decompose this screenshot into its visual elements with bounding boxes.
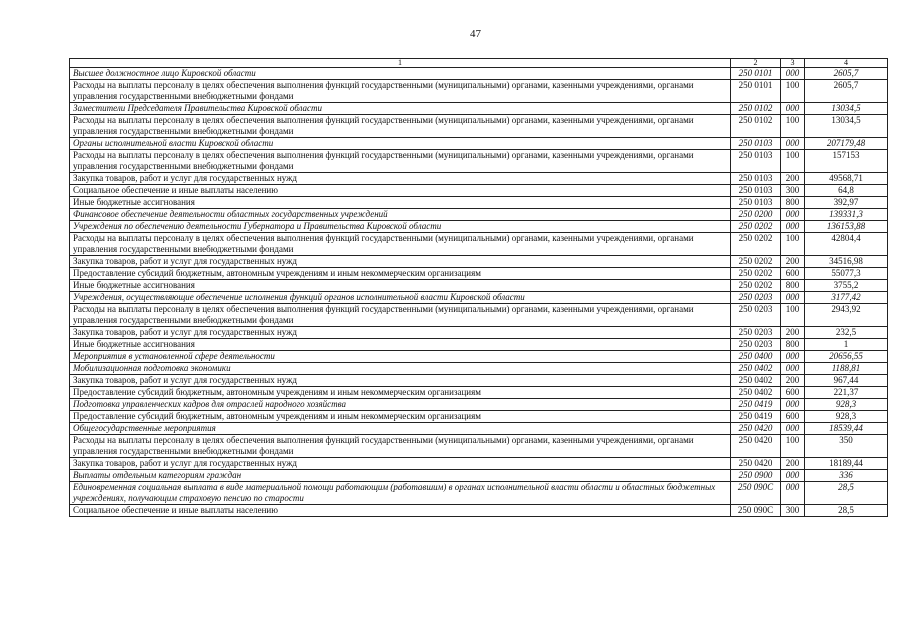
table-row xyxy=(70,423,888,435)
amount-cell: 28,5 xyxy=(805,505,888,517)
kind-cell: 000 xyxy=(781,68,805,80)
amount-cell: 336 xyxy=(805,470,888,482)
code-cell: 250 0202 xyxy=(731,268,781,280)
kind-cell: 100 xyxy=(781,233,805,256)
desc-cell: Предоставление субсидий бюджетным, автономным учреждениям и иным некоммерческим организациям xyxy=(70,411,731,423)
table-row xyxy=(70,435,888,458)
amount-cell: 928,3 xyxy=(805,411,888,423)
kind-cell: 800 xyxy=(781,197,805,209)
desc-cell: Подготовка управленческих кадров для отраслей народного хозяйства xyxy=(70,399,731,411)
code-cell: 250 0900 xyxy=(731,470,781,482)
amount-cell: 13034,5 xyxy=(805,103,888,115)
code-cell: 250 0202 xyxy=(731,256,781,268)
code-cell: 250 0101 xyxy=(731,80,781,103)
kind-cell: 000 xyxy=(781,399,805,411)
kind-cell: 000 xyxy=(781,103,805,115)
amount-cell: 34516,98 xyxy=(805,256,888,268)
amount-cell: 232,5 xyxy=(805,327,888,339)
table-row xyxy=(70,209,888,221)
kind-cell: 200 xyxy=(781,173,805,185)
kind-cell: 000 xyxy=(781,363,805,375)
kind-cell: 000 xyxy=(781,138,805,150)
table-row xyxy=(70,103,888,115)
code-cell: 250 0101 xyxy=(731,68,781,80)
table-row xyxy=(70,80,888,103)
table-row xyxy=(70,185,888,197)
desc-cell: Предоставление субсидий бюджетным, автономным учреждениям и иным некоммерческим организациям xyxy=(70,387,731,399)
amount-cell: 207179,48 xyxy=(805,138,888,150)
kind-cell: 600 xyxy=(781,268,805,280)
table-header-row xyxy=(70,59,888,68)
amount-cell: 136153,88 xyxy=(805,221,888,233)
code-cell: 250 0400 xyxy=(731,351,781,363)
table-row xyxy=(70,375,888,387)
kind-cell: 200 xyxy=(781,327,805,339)
code-cell: 250 0420 xyxy=(731,423,781,435)
amount-cell: 3755,2 xyxy=(805,280,888,292)
kind-cell: 300 xyxy=(781,185,805,197)
header-cell: 1 xyxy=(70,59,731,68)
table-row xyxy=(70,197,888,209)
desc-cell: Предоставление субсидий бюджетным, автономным учреждениям и иным некоммерческим организациям xyxy=(70,268,731,280)
table-row xyxy=(70,233,888,256)
table-row xyxy=(70,304,888,327)
kind-cell: 100 xyxy=(781,304,805,327)
code-cell: 250 0203 xyxy=(731,339,781,351)
kind-cell: 000 xyxy=(781,351,805,363)
amount-cell: 28,5 xyxy=(805,482,888,505)
desc-cell: Закупка товаров, работ и услуг для государственных нужд xyxy=(70,375,731,387)
desc-cell: Расходы на выплаты персоналу в целях обеспечения выполнения функций государственными (муниципальными) органами, казенными учреждениями, органами управления государственными внебюджетными фондами xyxy=(70,435,731,458)
code-cell: 250 0203 xyxy=(731,327,781,339)
kind-cell: 000 xyxy=(781,470,805,482)
desc-cell: Заместители Председателя Правительства Кировской области xyxy=(70,103,731,115)
amount-cell: 928,3 xyxy=(805,399,888,411)
code-cell: 250 0202 xyxy=(731,233,781,256)
kind-cell: 100 xyxy=(781,80,805,103)
desc-cell: Выплаты отдельным категориям граждан xyxy=(70,470,731,482)
desc-cell: Иные бюджетные ассигнования xyxy=(70,280,731,292)
amount-cell: 18189,44 xyxy=(805,458,888,470)
desc-cell: Высшее должностное лицо Кировской области xyxy=(70,68,731,80)
table-row xyxy=(70,363,888,375)
desc-cell: Закупка товаров, работ и услуг для государственных нужд xyxy=(70,173,731,185)
amount-cell: 2605,7 xyxy=(805,68,888,80)
table-row xyxy=(70,68,888,80)
kind-cell: 100 xyxy=(781,435,805,458)
desc-cell: Расходы на выплаты персоналу в целях обеспечения выполнения функций государственными (муниципальными) органами, казенными учреждениями, органами управления государственными внебюджетными фондами xyxy=(70,150,731,173)
code-cell: 250 0103 xyxy=(731,150,781,173)
code-cell: 250 0103 xyxy=(731,173,781,185)
desc-cell: Закупка товаров, работ и услуг для государственных нужд xyxy=(70,458,731,470)
kind-cell: 800 xyxy=(781,339,805,351)
table-row xyxy=(70,482,888,505)
table-row xyxy=(70,221,888,233)
desc-cell: Общегосударственные мероприятия xyxy=(70,423,731,435)
desc-cell: Мобилизационная подготовка экономики xyxy=(70,363,731,375)
table-row xyxy=(70,280,888,292)
kind-cell: 200 xyxy=(781,375,805,387)
table-row xyxy=(70,458,888,470)
amount-cell: 2605,7 xyxy=(805,80,888,103)
budget-table xyxy=(69,58,888,517)
code-cell: 250 0402 xyxy=(731,363,781,375)
amount-cell: 20656,55 xyxy=(805,351,888,363)
amount-cell: 221,37 xyxy=(805,387,888,399)
amount-cell: 3177,42 xyxy=(805,292,888,304)
table-row xyxy=(70,150,888,173)
kind-cell: 300 xyxy=(781,505,805,517)
table-row xyxy=(70,470,888,482)
table-row xyxy=(70,327,888,339)
amount-cell: 2943,92 xyxy=(805,304,888,327)
desc-cell: Социальное обеспечение и иные выплаты населению xyxy=(70,505,731,517)
desc-cell: Учреждения по обеспечению деятельности Губернатора и Правительства Кировской области xyxy=(70,221,731,233)
kind-cell: 000 xyxy=(781,423,805,435)
amount-cell: 42804,4 xyxy=(805,233,888,256)
code-cell: 250 0419 xyxy=(731,411,781,423)
amount-cell: 18539,44 xyxy=(805,423,888,435)
amount-cell: 967,44 xyxy=(805,375,888,387)
desc-cell: Закупка товаров, работ и услуг для государственных нужд xyxy=(70,327,731,339)
table-row xyxy=(70,505,888,517)
code-cell: 250 0203 xyxy=(731,304,781,327)
desc-cell: Учреждения, осуществляющие обеспечение исполнения функций органов исполнительной власти Кировской области xyxy=(70,292,731,304)
code-cell: 250 090С xyxy=(731,505,781,517)
table-row xyxy=(70,268,888,280)
code-cell: 250 090С xyxy=(731,482,781,505)
kind-cell: 600 xyxy=(781,411,805,423)
code-cell: 250 0202 xyxy=(731,280,781,292)
desc-cell: Расходы на выплаты персоналу в целях обеспечения выполнения функций государственными (муниципальными) органами, казенными учреждениями, органами управления государственными внебюджетными фондами xyxy=(70,115,731,138)
code-cell: 250 0103 xyxy=(731,138,781,150)
code-cell: 250 0420 xyxy=(731,458,781,470)
code-cell: 250 0420 xyxy=(731,435,781,458)
kind-cell: 800 xyxy=(781,280,805,292)
code-cell: 250 0419 xyxy=(731,399,781,411)
desc-cell: Расходы на выплаты персоналу в целях обеспечения выполнения функций государственными (муниципальными) органами, казенными учреждениями, органами управления государственными внебюджетными фондами xyxy=(70,304,731,327)
amount-cell: 139331,3 xyxy=(805,209,888,221)
code-cell: 250 0103 xyxy=(731,197,781,209)
kind-cell: 000 xyxy=(781,292,805,304)
amount-cell: 64,8 xyxy=(805,185,888,197)
desc-cell: Иные бюджетные ассигнования xyxy=(70,339,731,351)
table-row xyxy=(70,387,888,399)
desc-cell: Органы исполнительной власти Кировской области xyxy=(70,138,731,150)
kind-cell: 200 xyxy=(781,458,805,470)
code-cell: 250 0402 xyxy=(731,387,781,399)
code-cell: 250 0103 xyxy=(731,185,781,197)
desc-cell: Иные бюджетные ассигнования xyxy=(70,197,731,209)
amount-cell: 1 xyxy=(805,339,888,351)
table-row xyxy=(70,351,888,363)
kind-cell: 200 xyxy=(781,256,805,268)
code-cell: 250 0402 xyxy=(731,375,781,387)
table-row xyxy=(70,292,888,304)
table-row xyxy=(70,115,888,138)
amount-cell: 350 xyxy=(805,435,888,458)
desc-cell: Социальное обеспечение и иные выплаты населению xyxy=(70,185,731,197)
table-row xyxy=(70,173,888,185)
code-cell: 250 0202 xyxy=(731,221,781,233)
table-row xyxy=(70,339,888,351)
amount-cell: 1188,81 xyxy=(805,363,888,375)
kind-cell: 100 xyxy=(781,115,805,138)
desc-cell: Единовременная социальная выплата в виде материальной помощи работающим (работавшим) в органах исполнительной власти области и областных бюджетных учреждениях, получающим страховую пенсию по старости xyxy=(70,482,731,505)
table-row xyxy=(70,399,888,411)
desc-cell: Финансовое обеспечение деятельности областных государственных учреждений xyxy=(70,209,731,221)
amount-cell: 49568,71 xyxy=(805,173,888,185)
kind-cell: 000 xyxy=(781,482,805,505)
amount-cell: 157153 xyxy=(805,150,888,173)
code-cell: 250 0203 xyxy=(731,292,781,304)
kind-cell: 100 xyxy=(781,150,805,173)
code-cell: 250 0102 xyxy=(731,115,781,138)
kind-cell: 600 xyxy=(781,387,805,399)
header-cell: 4 xyxy=(805,59,888,68)
amount-cell: 13034,5 xyxy=(805,115,888,138)
desc-cell: Мероприятия в установленной сфере деятельности xyxy=(70,351,731,363)
table-row xyxy=(70,411,888,423)
desc-cell: Расходы на выплаты персоналу в целях обеспечения выполнения функций государственными (муниципальными) органами, казенными учреждениями, органами управления государственными внебюджетными фондами xyxy=(70,80,731,103)
table-row xyxy=(70,256,888,268)
amount-cell: 55077,3 xyxy=(805,268,888,280)
code-cell: 250 0200 xyxy=(731,209,781,221)
code-cell: 250 0102 xyxy=(731,103,781,115)
kind-cell: 000 xyxy=(781,221,805,233)
amount-cell: 392,97 xyxy=(805,197,888,209)
kind-cell: 000 xyxy=(781,209,805,221)
header-cell: 2 xyxy=(731,59,781,68)
table-row xyxy=(70,138,888,150)
desc-cell: Расходы на выплаты персоналу в целях обеспечения выполнения функций государственными (муниципальными) органами, казенными учреждениями, органами управления государственными внебюджетными фондами xyxy=(70,233,731,256)
desc-cell: Закупка товаров, работ и услуг для государственных нужд xyxy=(70,256,731,268)
page-number: 47 xyxy=(470,28,481,40)
header-cell: 3 xyxy=(781,59,805,68)
